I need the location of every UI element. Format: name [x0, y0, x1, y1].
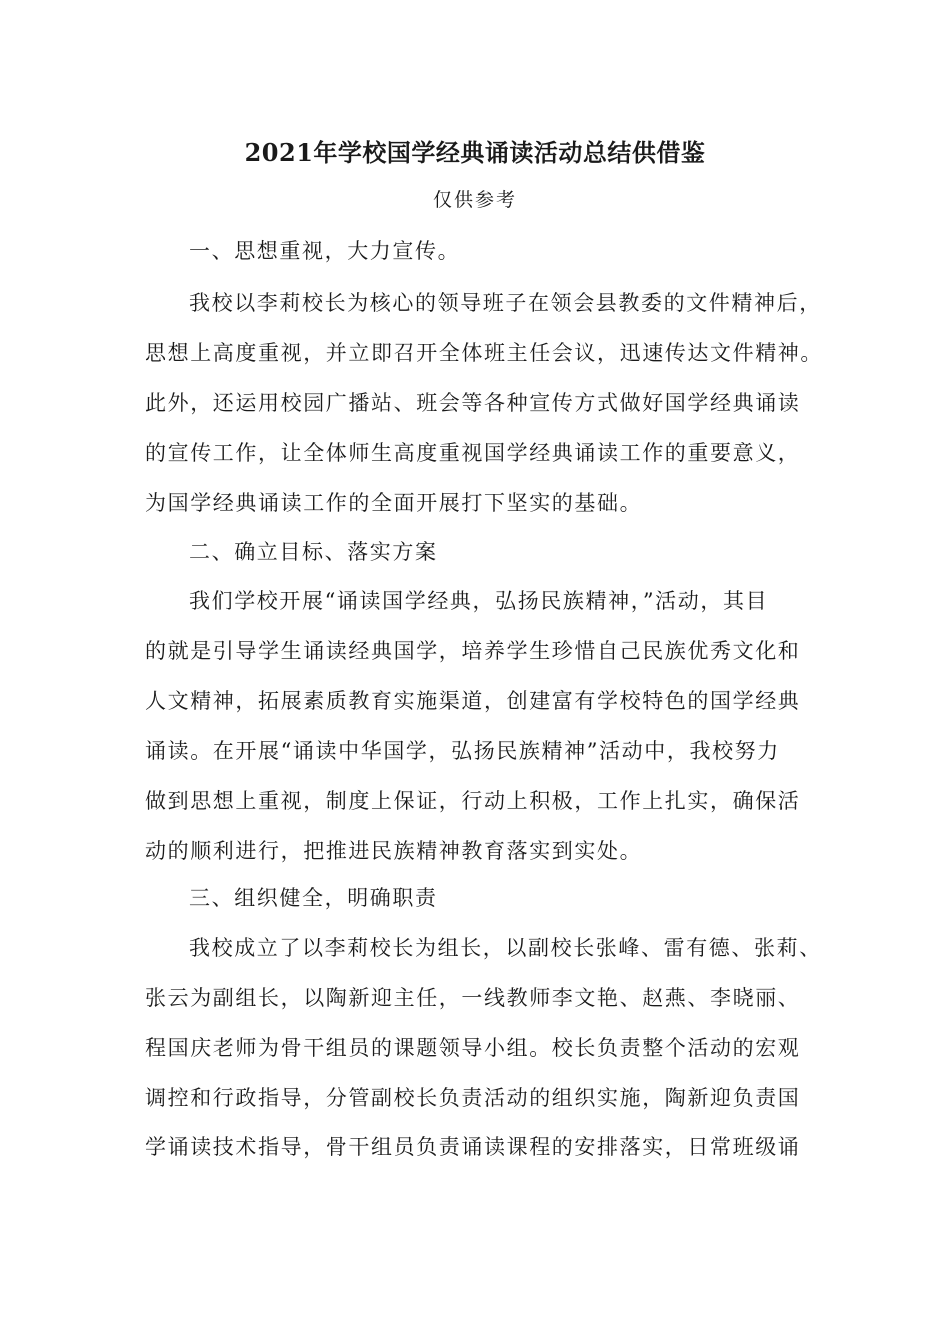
- paragraph-line: 程国庆老师为骨干组员的课题领导小组。校长负责整个活动的宏观: [145, 1036, 801, 1060]
- paragraph-line: 此外，还运用校园广播站、班会等各种宣传方式做好国学经典诵读: [145, 391, 801, 415]
- paragraph-line: 为国学经典诵读工作的全面开展打下坚实的基础。: [145, 491, 643, 515]
- paragraph-line: 动的顺利进行，把推进民族精神教育落实到实处。: [145, 839, 643, 863]
- paragraph-line: 我们学校开展“诵读国学经典，弘扬民族精神，”活动，其目: [189, 589, 769, 613]
- document-title: 2021年学校国学经典诵读活动总结供借鉴: [244, 138, 706, 167]
- paragraph-line: 学诵读技术指导，骨干组员负责诵读课程的安排落实，日常班级诵: [145, 1135, 801, 1159]
- paragraph-line: 调控和行政指导，分管副校长负责活动的组织实施，陶新迎负责国: [145, 1086, 801, 1110]
- paragraph-line: 的就是引导学生诵读经典国学，培养学生珍惜自己民族优秀文化和: [145, 639, 801, 663]
- paragraph-line: 我校成立了以李莉校长为组长，以副校长张峰、雷有德、张莉、: [189, 936, 822, 960]
- paragraph-line: 做到思想上重视，制度上保证，行动上积极，工作上扎实，确保活: [145, 789, 801, 813]
- paragraph-line: 思想上高度重视，并立即召开全体班主任会议，迅速传达文件精神。: [145, 341, 823, 365]
- section-heading-3: 三、组织健全，明确职责: [189, 886, 438, 910]
- document-subtitle: 仅供参考: [432, 189, 517, 211]
- paragraph-line: 张云为副组长，以陶新迎主任，一线教师李文艳、赵燕、李晓丽、: [145, 986, 801, 1010]
- section-heading-2: 二、确立目标、落实方案: [189, 540, 438, 564]
- paragraph-line: 诵读。在开展“诵读中华国学，弘扬民族精神”活动中，我校努力: [145, 739, 780, 763]
- paragraph-line: 我校以李莉校长为核心的领导班子在领会县教委的文件精神后，: [189, 291, 822, 315]
- section-heading-1: 一、思想重视，大力宣传。: [189, 239, 461, 263]
- paragraph-line: 的宣传工作，让全体师生高度重视国学经典诵读工作的重要意义，: [145, 441, 801, 465]
- paragraph-line: 人文精神，拓展素质教育实施渠道，创建富有学校特色的国学经典: [145, 689, 801, 713]
